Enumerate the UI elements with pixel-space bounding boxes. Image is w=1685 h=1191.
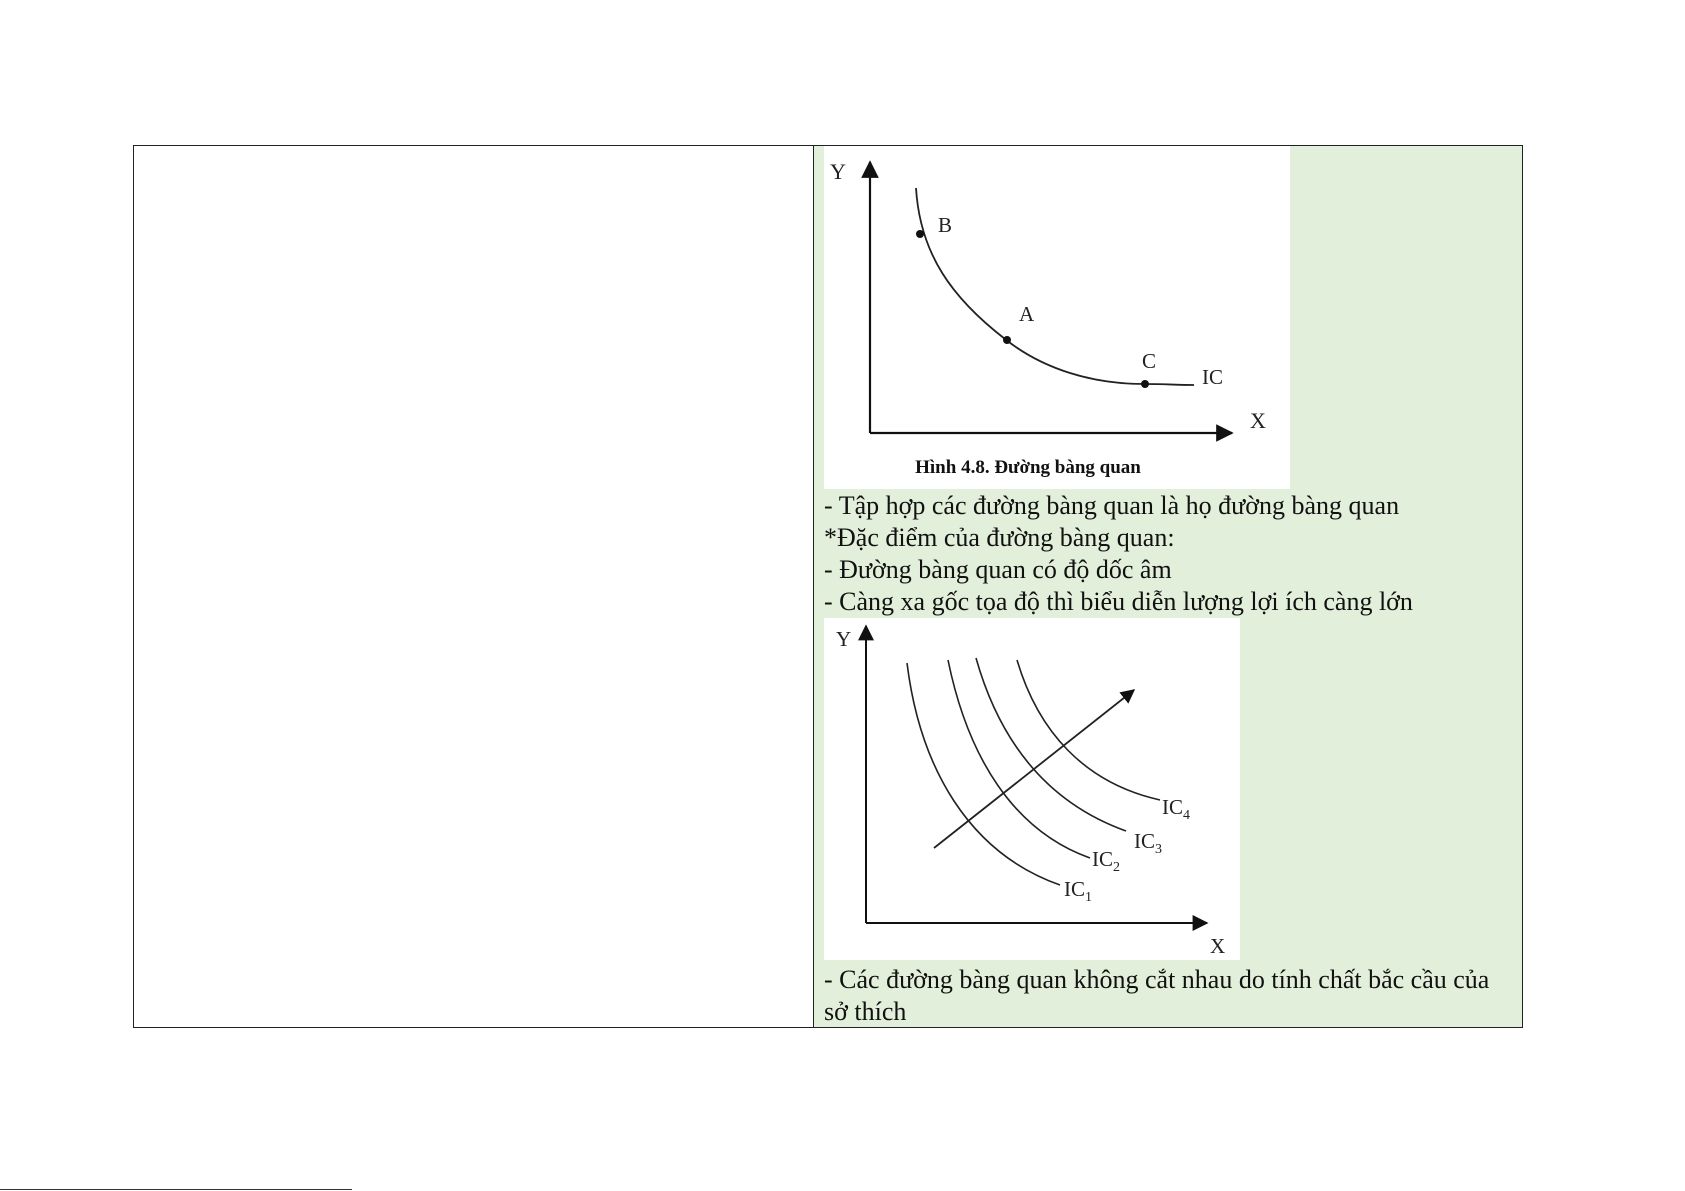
indifference-map-diagram [824, 618, 1240, 960]
ic4-curve [1017, 660, 1160, 800]
figure-caption: Hình 4.8. Đường bàng quan [915, 457, 1141, 478]
ic-label: IC [1202, 365, 1223, 389]
ic3-curve [976, 658, 1126, 831]
ic2-curve [948, 660, 1090, 858]
text-line-1: - Tập hợp các đường bàng quan là họ đường bàng quan [824, 491, 1400, 520]
ic4-label: $IC_4$ [1162, 795, 1190, 823]
footer-rule [0, 1189, 352, 1190]
indifference-curve-diagram [824, 146, 1290, 489]
utility-direction-arrow [934, 690, 1134, 848]
text-line-2: *Đặc điểm của đường bàng quan: [824, 523, 1175, 552]
ic1-label: $IC_1$ [1064, 877, 1092, 905]
point-a-label: A [1019, 302, 1035, 326]
point-a [1003, 336, 1011, 344]
ic2-label: $IC_2$ [1092, 847, 1120, 875]
x-axis-label: X [1250, 408, 1266, 433]
text-line-4: - Càng xa gốc tọa độ thì biểu diễn lượng lợi ích càng lớn [824, 587, 1413, 616]
y-axis-label: Y [830, 159, 846, 184]
point-c-label: C [1142, 349, 1157, 373]
ic3-label: $IC_3$ [1134, 829, 1162, 857]
right-content-cell [814, 146, 1522, 1027]
x-axis-label: X [1210, 934, 1226, 958]
closing-text: - Các đường bàng quan không cắt nhau do tính chất bắc cầu của sở thích [824, 965, 1490, 1026]
content-table [133, 145, 1523, 1028]
y-axis-label: Y [836, 627, 852, 651]
indifference-map-figure [824, 618, 1240, 960]
point-b-label: B [938, 213, 953, 237]
left-empty-cell [134, 146, 814, 1027]
indifference-curve-figure [824, 146, 1290, 489]
text-line-3: - Đường bàng quan có độ dốc âm [824, 555, 1172, 584]
point-c [1141, 380, 1149, 388]
point-b [916, 230, 924, 238]
